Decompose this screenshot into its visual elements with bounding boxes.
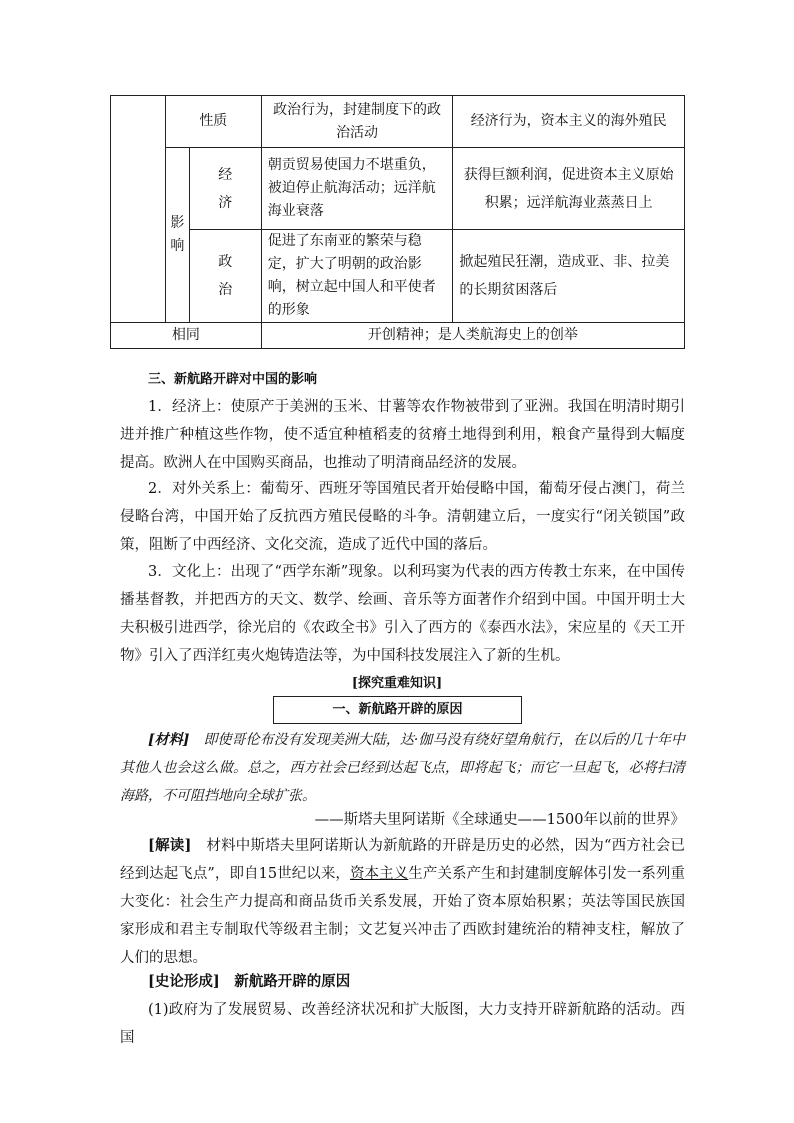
table-cell: 掀起殖民狂潮，造成亚、非、拉美的长期贫困落后 xyxy=(453,230,685,323)
history-heading xyxy=(120,968,685,996)
table-cell: 经济行为，资本主义的海外殖民 xyxy=(453,96,685,148)
interpretation-paragraph xyxy=(120,832,685,972)
interp-text-after: 生产关系产生和封建制度解体引发一系列重大变化：社会生产力提高和商品货币关系发展，开始了资本原始积累；英法等国民族国家形成和君主专制取代等级君主制；文艺复兴冲击了西欧封建统治的精神支柱，解放了人们的思想。 xyxy=(120,866,685,966)
table-row xyxy=(111,96,685,148)
table-cell-label xyxy=(165,148,189,323)
table-row xyxy=(111,230,685,323)
explore-title: [探究重难知识] xyxy=(351,676,443,691)
econ-label-1: 经 xyxy=(218,166,233,183)
material-tag: [材料] xyxy=(148,732,190,748)
paragraph: 3．文化上：出现了“西学东渐”现象。以利玛窦为代表的西方传教士东来，在中国传播基督教，并把西方的天文、数学、绘画、音乐等方面著作介绍到中国。中国开明士大夫积极引进西学，徐光启的《农政全书》引入了西方的《泰西水法》，宋应星的《天工开物》引入了西洋红夷火炮铸造法等，为中国科技发展注入了新的生机。 xyxy=(120,564,685,664)
material-text: 即使哥伦布没有发现美洲大陆，达·伽马没有绕好望角航行，在以后的几十年中其他人也会这么做。总之，西方社会已经到达起飞点，即将起飞；而它一旦起飞，必将扫清海路，不可阻挡地向全球扩张。 xyxy=(120,732,686,804)
interp-underlined: 资本主义 xyxy=(349,866,409,882)
interp-tag: [解读] xyxy=(148,837,192,854)
table-cell-label: 性质 xyxy=(165,96,261,148)
pol-label-1: 政 xyxy=(218,254,233,270)
table-cell-label xyxy=(189,148,261,230)
table-cell: 获得巨额利润，促进资本主义原始积累；远洋航海业蒸蒸日上 xyxy=(453,148,685,230)
impact-label-1: 影 xyxy=(170,215,185,231)
paragraph: 1．经济上：使原产于美洲的玉米、甘薯等农作物被带到了亚洲。我国在明清时期引进并推广种植这些作物，使不适宜种植稻麦的贫瘠土地得到利用，粮食产量得到大幅度提高。欧洲人在中国购买商品，也推动了明清商品经济的发展。 xyxy=(120,399,685,471)
table-cell: 朝贡贸易使国力不堪重负，被迫停止航海活动；远洋航海业衰落 xyxy=(261,148,453,230)
paragraph: 2．对外关系上：葡萄牙、西班牙等国殖民者开始侵略中国，葡萄牙侵占澳门，荷兰侵略台湾，中国开始了反抗西方殖民侵略的斗争。清朝建立后，一度实行“闭关锁国”政策，阻断了中西经济、文化交流，造成了近代中国的落后。 xyxy=(120,481,685,553)
pol-label-2: 治 xyxy=(218,282,233,298)
comparison-table xyxy=(110,95,685,349)
hist-tag: [史论形成] xyxy=(148,973,220,990)
interp-text: 材料中斯塔夫里阿诺斯认为新航路的开辟是历史的必然，因为“西方社会已经到达起飞点”，即自15世纪以来， xyxy=(120,838,685,882)
table-cell-label: 相同 xyxy=(111,323,262,349)
section-heading: 三、新航路开辟对中国的影响 xyxy=(148,372,318,387)
material-source: ——斯塔夫里阿诺斯《全球通史——1500年以前的世界》 xyxy=(314,812,685,828)
hist-title: 新航路开辟的原因 xyxy=(234,973,351,990)
table-cell: 开创精神；是人类航海史上的创举 xyxy=(261,323,684,349)
material-paragraph xyxy=(120,726,685,810)
econ-label-2: 济 xyxy=(218,194,233,211)
table-row xyxy=(111,323,685,349)
impact-label-2: 响 xyxy=(170,238,185,254)
paragraph: (1)政府为了发展贸易、改善经济状况和扩大版图，大力支持开辟新航路的活动。西国 xyxy=(120,1002,685,1046)
table-cell-label xyxy=(189,230,261,323)
table-cell: 促进了东南亚的繁荣与稳定，扩大了明朝的政治影响，树立起中国人和平使者的形象 xyxy=(261,230,453,323)
table-row xyxy=(111,148,685,230)
table-cell: 政治行为，封建制度下的政治活动 xyxy=(261,96,453,148)
table-cell-empty xyxy=(111,96,166,323)
boxed-section-title: 一、新航路开辟的原因 xyxy=(273,696,522,724)
